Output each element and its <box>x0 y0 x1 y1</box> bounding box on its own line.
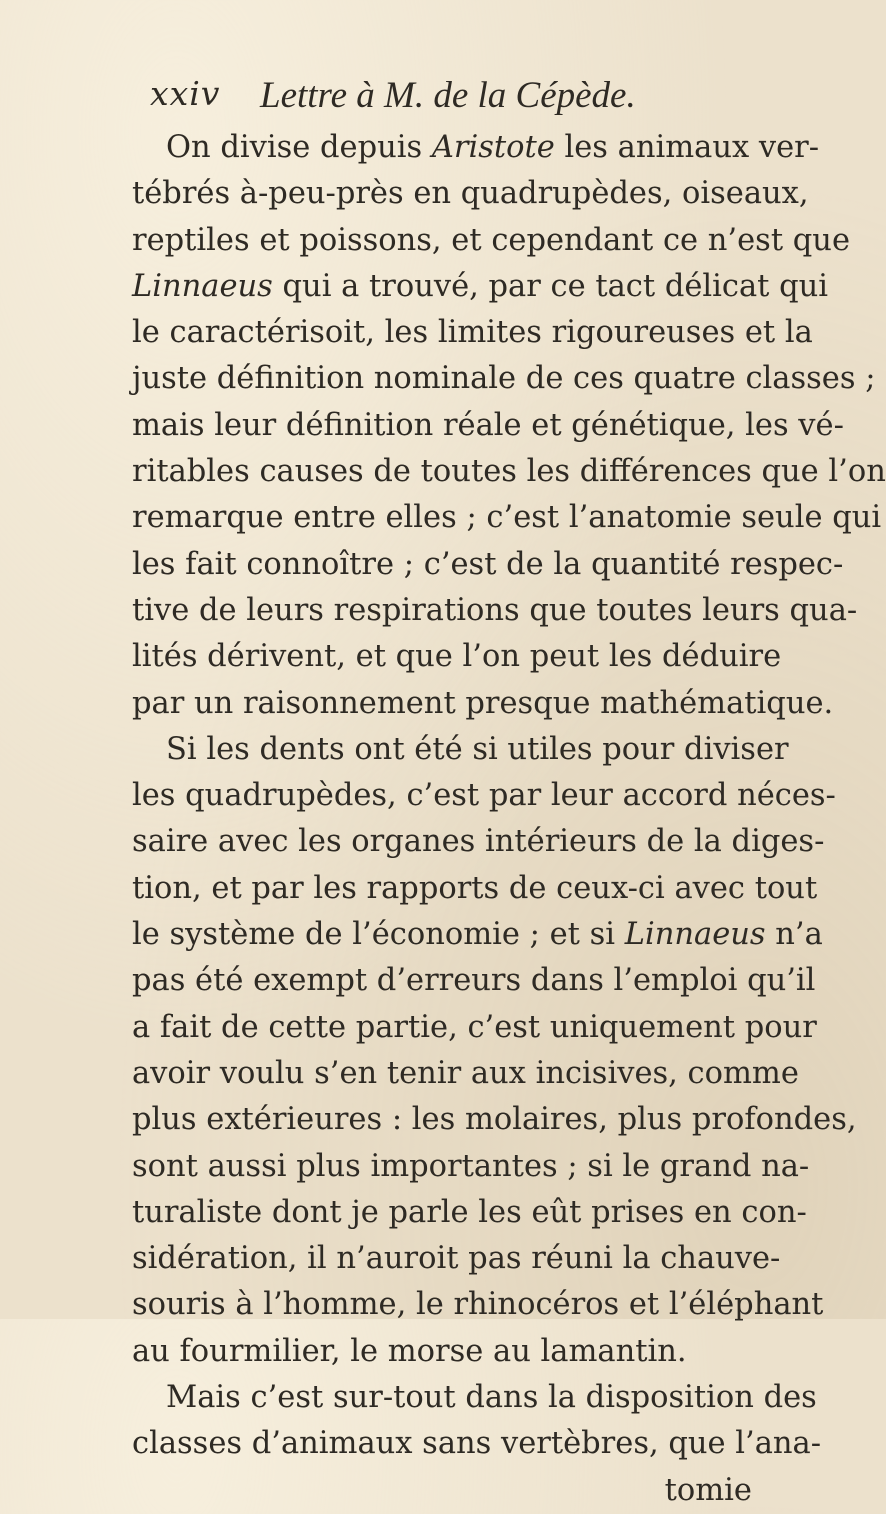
text-line <box>132 356 876 402</box>
page-number: xxiv <box>150 74 221 113</box>
text-line <box>132 773 836 819</box>
text-line <box>132 727 789 773</box>
running-title: Lettre à M. de la Cépède. <box>260 75 636 116</box>
text-segment: avoir voulu s’en tenir aux incisives, comme <box>132 1055 799 1091</box>
text-segment: n’a <box>765 917 823 953</box>
text-segment: On divise depuis <box>166 130 432 165</box>
text-segment: au fourmilier, le morse au lamantin. <box>132 1333 687 1369</box>
text-segment: Aristote <box>431 130 555 165</box>
text-line <box>132 1236 781 1282</box>
text-line <box>132 542 844 588</box>
text-line <box>132 1190 807 1236</box>
text-segment: souris à l’homme, le rhinocéros et l’éléphant <box>132 1287 824 1323</box>
text-line <box>132 1329 752 1375</box>
text-line <box>132 866 818 912</box>
text-line <box>132 1144 810 1190</box>
text-segment: pas été exempt d’erreurs dans l’emploi qu’il <box>132 963 816 999</box>
text-line <box>132 449 886 495</box>
text-segment: Mais c’est sur-tout dans la disposition des <box>166 1380 817 1416</box>
text-segment: Linnaeus <box>132 268 273 304</box>
text-segment: tive de leurs respirations que toutes leurs qua- <box>132 592 858 628</box>
text-segment: par un raisonnement presque mathématique. <box>132 685 834 721</box>
text-line <box>132 403 844 449</box>
text-segment: les quadrupèdes, c’est par leur accord néces- <box>132 778 836 814</box>
text-line <box>132 264 829 310</box>
text-segment: Linnaeus <box>624 917 766 953</box>
text-line <box>132 1097 857 1143</box>
text-line <box>132 1005 817 1051</box>
text-segment: Si les dents ont été si utiles pour diviser <box>166 731 789 767</box>
body-text <box>132 125 886 1514</box>
text-segment: sont aussi plus importantes ; si le grand na- <box>132 1148 810 1184</box>
text-segment: remarque entre elles ; c’est l’anatomie seule qui <box>132 500 882 536</box>
text-segment: sidération, il n’auroit pas réuni la chauve- <box>132 1241 781 1277</box>
catchword: tomie <box>664 1472 752 1508</box>
text-line <box>132 681 834 727</box>
text-line <box>132 1051 799 1097</box>
text-segment: turaliste dont je parle les eût prises en con- <box>132 1194 807 1230</box>
text-line <box>132 171 809 217</box>
text-line <box>132 634 782 680</box>
text-segment: mais leur définition réale et génétique, les vé- <box>132 407 844 443</box>
text-segment: le caractérisoit, les limites rigoureuses et la <box>132 315 813 351</box>
text-line <box>132 125 820 171</box>
text-segment: les animaux ver- <box>554 130 820 165</box>
text-segment: ritables causes de toutes les différences que l’on <box>132 454 886 490</box>
text-segment: tébrés à-peu-près en quadrupèdes, oiseaux, <box>132 176 809 212</box>
text-line <box>132 495 882 541</box>
text-line <box>132 1375 817 1421</box>
text-segment: classes d’animaux sans vertèbres, que l’ana- <box>132 1426 822 1462</box>
text-line <box>132 588 858 634</box>
text-line <box>132 819 825 865</box>
text-segment: lités dérivent, et que l’on peut les déduire <box>132 639 782 675</box>
text-line <box>132 958 816 1004</box>
text-segment: juste définition nominale de ces quatre classes ; <box>132 361 876 397</box>
text-segment: plus extérieures : les molaires, plus profondes, <box>132 1102 857 1138</box>
text-line <box>132 1421 822 1467</box>
text-segment: les fait connoître ; c’est de la quantité respec- <box>132 546 844 582</box>
text-line <box>132 1282 824 1328</box>
text-segment: tion, et par les rapports de ceux-ci avec tout <box>132 870 818 906</box>
text-segment: saire avec les organes intérieurs de la diges- <box>132 824 825 860</box>
text-line <box>132 218 851 264</box>
text-segment: qui a trouvé, par ce tact délicat qui <box>272 268 829 304</box>
text-segment: le système de l’économie ; et si <box>132 917 625 953</box>
text-line <box>132 310 813 356</box>
text-line <box>132 912 823 958</box>
page-header <box>150 74 770 124</box>
text-segment: reptiles et poissons, et cependant ce n’est que <box>132 222 851 258</box>
text-segment: a fait de cette partie, c’est uniquement pour <box>132 1009 817 1045</box>
